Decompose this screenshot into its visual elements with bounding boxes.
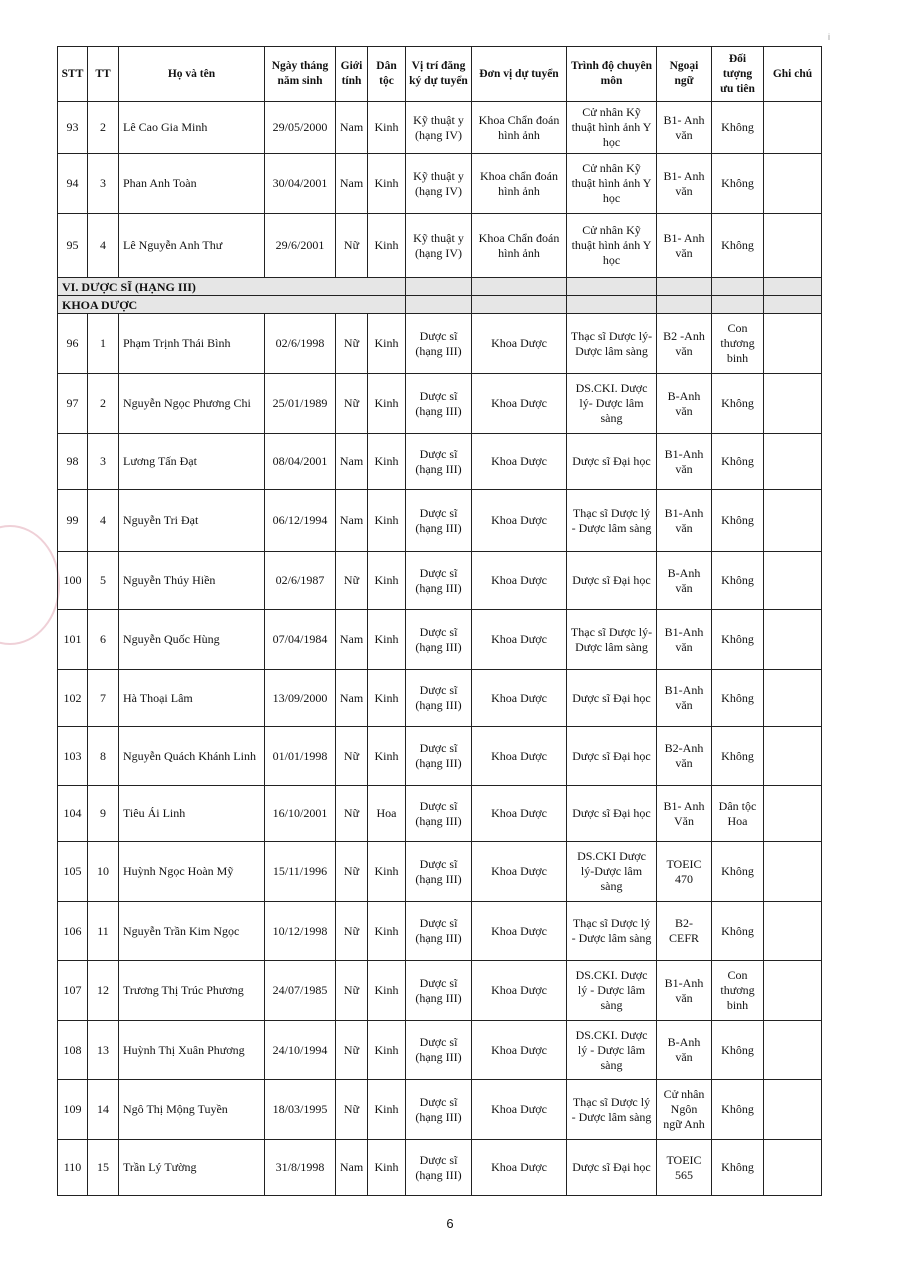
table-row bbox=[58, 727, 822, 786]
cell-gender: Nữ bbox=[336, 314, 368, 374]
cell-stt: 93 bbox=[58, 102, 88, 154]
cell-name: Lê Nguyễn Anh Thư bbox=[119, 214, 265, 278]
cell-dob: 06/12/1994 bbox=[265, 490, 336, 552]
cell-tt: 4 bbox=[88, 214, 119, 278]
cell-stt: 110 bbox=[58, 1140, 88, 1196]
cell-priority: Không bbox=[712, 154, 764, 214]
cell-position: Dược sĩ (hạng III) bbox=[406, 314, 472, 374]
table-row bbox=[58, 842, 822, 902]
cell-name: Lê Cao Gia Minh bbox=[119, 102, 265, 154]
cell-stt: 95 bbox=[58, 214, 88, 278]
cell-ethnicity: Kinh bbox=[368, 1021, 406, 1080]
cell-dob: 08/04/2001 bbox=[265, 434, 336, 490]
cell-gender: Nam bbox=[336, 434, 368, 490]
cell-language: B1- Anh văn bbox=[657, 102, 712, 154]
cell-name: Tiêu Ái Linh bbox=[119, 786, 265, 842]
cell-dob: 24/10/1994 bbox=[265, 1021, 336, 1080]
cell-tt: 8 bbox=[88, 727, 119, 786]
cell-note bbox=[764, 902, 822, 961]
cell-dob: 29/6/2001 bbox=[265, 214, 336, 278]
cell-position: Dược sĩ (hạng III) bbox=[406, 961, 472, 1021]
cell-ethnicity: Kinh bbox=[368, 102, 406, 154]
cell-unit: Khoa Dược bbox=[472, 902, 567, 961]
cell-note bbox=[764, 490, 822, 552]
cell-priority: Con thương binh bbox=[712, 961, 764, 1021]
cell-ethnicity: Kinh bbox=[368, 902, 406, 961]
cell-dob: 15/11/1996 bbox=[265, 842, 336, 902]
cell-language: B1-Anh văn bbox=[657, 490, 712, 552]
cell-priority: Không bbox=[712, 610, 764, 670]
cell-position: Dược sĩ (hạng III) bbox=[406, 1021, 472, 1080]
cell-dob: 29/05/2000 bbox=[265, 102, 336, 154]
subsection-row bbox=[58, 296, 822, 314]
cell-gender: Nữ bbox=[336, 902, 368, 961]
cell-ethnicity: Kinh bbox=[368, 610, 406, 670]
cell-priority: Không bbox=[712, 102, 764, 154]
header-stt: STT bbox=[58, 47, 88, 102]
cell-position: Dược sĩ (hạng III) bbox=[406, 670, 472, 727]
cell-priority: Không bbox=[712, 214, 764, 278]
table-row bbox=[58, 961, 822, 1021]
cell-gender: Nữ bbox=[336, 374, 368, 434]
cell-ethnicity: Kinh bbox=[368, 434, 406, 490]
cell-gender: Nam bbox=[336, 490, 368, 552]
cell-position: Dược sĩ (hạng III) bbox=[406, 842, 472, 902]
corner-mark: i bbox=[828, 32, 830, 42]
cell-ethnicity: Kinh bbox=[368, 490, 406, 552]
cell-note bbox=[764, 727, 822, 786]
table-row bbox=[58, 1140, 822, 1196]
cell-priority: Không bbox=[712, 1080, 764, 1140]
cell-unit: Khoa Dược bbox=[472, 490, 567, 552]
cell-dob: 02/6/1987 bbox=[265, 552, 336, 610]
cell-language: Cử nhân Ngôn ngữ Anh bbox=[657, 1080, 712, 1140]
cell-position: Dược sĩ (hạng III) bbox=[406, 727, 472, 786]
cell-tt: 2 bbox=[88, 102, 119, 154]
table-row bbox=[58, 102, 822, 154]
cell-priority: Không bbox=[712, 1021, 764, 1080]
cell-tt: 9 bbox=[88, 786, 119, 842]
cell-tt: 14 bbox=[88, 1080, 119, 1140]
cell-dob: 16/10/2001 bbox=[265, 786, 336, 842]
cell-dob: 25/01/1989 bbox=[265, 374, 336, 434]
cell-stt: 107 bbox=[58, 961, 88, 1021]
cell-language: B1- Anh Văn bbox=[657, 786, 712, 842]
header-position: Vị trí đăng ký dự tuyển bbox=[406, 47, 472, 102]
cell-gender: Nữ bbox=[336, 1080, 368, 1140]
red-stamp-watermark bbox=[0, 525, 60, 645]
cell-ethnicity: Kinh bbox=[368, 154, 406, 214]
cell-position: Dược sĩ (hạng III) bbox=[406, 374, 472, 434]
cell-position: Dược sĩ (hạng III) bbox=[406, 610, 472, 670]
cell-ethnicity: Kinh bbox=[368, 961, 406, 1021]
cell-tt: 10 bbox=[88, 842, 119, 902]
cell-note bbox=[764, 842, 822, 902]
cell-unit: Khoa Dược bbox=[472, 786, 567, 842]
cell-position: Dược sĩ (hạng III) bbox=[406, 490, 472, 552]
table-row bbox=[58, 610, 822, 670]
table-row bbox=[58, 154, 822, 214]
cell-language: B2-Anh văn bbox=[657, 727, 712, 786]
cell-unit: Khoa Dược bbox=[472, 374, 567, 434]
cell-tt: 15 bbox=[88, 1140, 119, 1196]
cell-unit: Khoa Dược bbox=[472, 1080, 567, 1140]
cell-gender: Nữ bbox=[336, 1021, 368, 1080]
cell-qualification: Dược sĩ Đại học bbox=[567, 670, 657, 727]
cell-language: B1-Anh văn bbox=[657, 434, 712, 490]
cell-priority: Không bbox=[712, 902, 764, 961]
header-qualification: Trình độ chuyên môn bbox=[567, 47, 657, 102]
cell-tt: 12 bbox=[88, 961, 119, 1021]
cell-language: B-Anh văn bbox=[657, 552, 712, 610]
cell-dob: 01/01/1998 bbox=[265, 727, 336, 786]
cell-name: Huỳnh Ngọc Hoàn Mỹ bbox=[119, 842, 265, 902]
table-row bbox=[58, 434, 822, 490]
table-row bbox=[58, 214, 822, 278]
cell-tt: 11 bbox=[88, 902, 119, 961]
cell-ethnicity: Kinh bbox=[368, 552, 406, 610]
cell-dob: 31/8/1998 bbox=[265, 1140, 336, 1196]
cell-name: Trần Lý Tường bbox=[119, 1140, 265, 1196]
cell-gender: Nữ bbox=[336, 842, 368, 902]
cell-tt: 7 bbox=[88, 670, 119, 727]
cell-name: Nguyễn Tri Đạt bbox=[119, 490, 265, 552]
cell-priority: Dân tộc Hoa bbox=[712, 786, 764, 842]
cell-unit: Khoa Dược bbox=[472, 670, 567, 727]
cell-stt: 103 bbox=[58, 727, 88, 786]
cell-qualification: Thạc sĩ Dược lý- Dược lâm sàng bbox=[567, 610, 657, 670]
cell-ethnicity: Kinh bbox=[368, 670, 406, 727]
cell-gender: Nam bbox=[336, 102, 368, 154]
cell-position: Kỹ thuật y (hạng IV) bbox=[406, 102, 472, 154]
cell-stt: 99 bbox=[58, 490, 88, 552]
cell-stt: 100 bbox=[58, 552, 88, 610]
cell-stt: 102 bbox=[58, 670, 88, 727]
cell-stt: 105 bbox=[58, 842, 88, 902]
cell-tt: 4 bbox=[88, 490, 119, 552]
cell-qualification: Cử nhân Kỹ thuật hình ảnh Y học bbox=[567, 102, 657, 154]
cell-name: Nguyễn Ngọc Phương Chi bbox=[119, 374, 265, 434]
cell-ethnicity: Hoa bbox=[368, 786, 406, 842]
cell-priority: Không bbox=[712, 490, 764, 552]
cell-unit: Khoa Dược bbox=[472, 610, 567, 670]
cell-position: Dược sĩ (hạng III) bbox=[406, 1080, 472, 1140]
cell-unit: Khoa Dược bbox=[472, 1140, 567, 1196]
cell-unit: Khoa chẩn đoán hình ảnh bbox=[472, 154, 567, 214]
cell-qualification: DS.CKI. Dược lý- Dược lâm sàng bbox=[567, 374, 657, 434]
cell-note bbox=[764, 670, 822, 727]
cell-qualification: DS.CKI Dược lý-Dược lâm sàng bbox=[567, 842, 657, 902]
cell-position: Dược sĩ (hạng III) bbox=[406, 902, 472, 961]
cell-ethnicity: Kinh bbox=[368, 374, 406, 434]
cell-language: B1-Anh văn bbox=[657, 610, 712, 670]
subsection-title: KHOA DƯỢC bbox=[58, 296, 406, 314]
cell-position: Kỹ thuật y (hạng IV) bbox=[406, 214, 472, 278]
cell-qualification: Thạc sĩ Dược lý - Dược lâm sàng bbox=[567, 490, 657, 552]
cell-qualification: Dược sĩ Đại học bbox=[567, 786, 657, 842]
cell-qualification: Dược sĩ Đại học bbox=[567, 1140, 657, 1196]
cell-gender: Nữ bbox=[336, 727, 368, 786]
cell-priority: Không bbox=[712, 552, 764, 610]
cell-dob: 07/04/1984 bbox=[265, 610, 336, 670]
cell-qualification: Dược sĩ Đại học bbox=[567, 552, 657, 610]
cell-stt: 108 bbox=[58, 1021, 88, 1080]
cell-unit: Khoa Chẩn đoán hình ảnh bbox=[472, 214, 567, 278]
cell-name: Nguyễn Thúy Hiền bbox=[119, 552, 265, 610]
cell-name: Phan Anh Toàn bbox=[119, 154, 265, 214]
cell-language: B2 -Anh văn bbox=[657, 314, 712, 374]
cell-gender: Nữ bbox=[336, 786, 368, 842]
cell-priority: Con thương binh bbox=[712, 314, 764, 374]
cell-tt: 3 bbox=[88, 154, 119, 214]
cell-position: Dược sĩ (hạng III) bbox=[406, 786, 472, 842]
header-tt: TT bbox=[88, 47, 119, 102]
candidate-table bbox=[57, 46, 822, 1196]
cell-ethnicity: Kinh bbox=[368, 214, 406, 278]
cell-dob: 13/09/2000 bbox=[265, 670, 336, 727]
cell-name: Ngô Thị Mộng Tuyền bbox=[119, 1080, 265, 1140]
cell-language: B2- CEFR bbox=[657, 902, 712, 961]
cell-position: Dược sĩ (hạng III) bbox=[406, 434, 472, 490]
cell-stt: 104 bbox=[58, 786, 88, 842]
section-row bbox=[58, 278, 822, 296]
cell-stt: 106 bbox=[58, 902, 88, 961]
cell-note bbox=[764, 102, 822, 154]
cell-tt: 1 bbox=[88, 314, 119, 374]
cell-unit: Khoa Dược bbox=[472, 314, 567, 374]
cell-name: Trương Thị Trúc Phương bbox=[119, 961, 265, 1021]
cell-priority: Không bbox=[712, 1140, 764, 1196]
cell-unit: Khoa Dược bbox=[472, 552, 567, 610]
cell-dob: 10/12/1998 bbox=[265, 902, 336, 961]
cell-note bbox=[764, 214, 822, 278]
table-row bbox=[58, 786, 822, 842]
table-row bbox=[58, 314, 822, 374]
page-number: 6 bbox=[446, 1216, 454, 1231]
cell-position: Dược sĩ (hạng III) bbox=[406, 1140, 472, 1196]
cell-language: B-Anh văn bbox=[657, 374, 712, 434]
cell-unit: Khoa Dược bbox=[472, 727, 567, 786]
cell-note bbox=[764, 314, 822, 374]
cell-name: Lương Tấn Đạt bbox=[119, 434, 265, 490]
cell-qualification: Cử nhân Kỹ thuật hình ảnh Y học bbox=[567, 154, 657, 214]
header-dob: Ngày tháng năm sinh bbox=[265, 47, 336, 102]
cell-language: B1-Anh văn bbox=[657, 670, 712, 727]
cell-dob: 30/04/2001 bbox=[265, 154, 336, 214]
cell-name: Nguyễn Quách Khánh Linh bbox=[119, 727, 265, 786]
cell-ethnicity: Kinh bbox=[368, 1080, 406, 1140]
cell-qualification: Dược sĩ Đại học bbox=[567, 434, 657, 490]
section-title: VI. DƯỢC SĨ (HẠNG III) bbox=[58, 278, 406, 296]
cell-priority: Không bbox=[712, 374, 764, 434]
cell-ethnicity: Kinh bbox=[368, 842, 406, 902]
cell-name: Hà Thoại Lâm bbox=[119, 670, 265, 727]
cell-qualification: Thạc sĩ Dược lý- Dược lâm sàng bbox=[567, 314, 657, 374]
cell-ethnicity: Kinh bbox=[368, 727, 406, 786]
table-row bbox=[58, 1080, 822, 1140]
cell-stt: 96 bbox=[58, 314, 88, 374]
cell-qualification: Cử nhân Kỹ thuật hình ảnh Y học bbox=[567, 214, 657, 278]
cell-position: Kỹ thuật y (hạng IV) bbox=[406, 154, 472, 214]
cell-note bbox=[764, 961, 822, 1021]
cell-unit: Khoa Dược bbox=[472, 842, 567, 902]
header-name: Họ và tên bbox=[119, 47, 265, 102]
cell-ethnicity: Kinh bbox=[368, 314, 406, 374]
cell-qualification: Dược sĩ Đại học bbox=[567, 727, 657, 786]
cell-tt: 5 bbox=[88, 552, 119, 610]
cell-name: Phạm Trịnh Thái Bình bbox=[119, 314, 265, 374]
header-gender: Giới tính bbox=[336, 47, 368, 102]
table-row bbox=[58, 490, 822, 552]
cell-dob: 24/07/1985 bbox=[265, 961, 336, 1021]
cell-priority: Không bbox=[712, 670, 764, 727]
cell-language: B-Anh văn bbox=[657, 1021, 712, 1080]
cell-stt: 109 bbox=[58, 1080, 88, 1140]
cell-note bbox=[764, 1140, 822, 1196]
cell-gender: Nam bbox=[336, 610, 368, 670]
table-row bbox=[58, 552, 822, 610]
cell-unit: Khoa Chẩn đoán hình ảnh bbox=[472, 102, 567, 154]
table-row bbox=[58, 1021, 822, 1080]
cell-note bbox=[764, 786, 822, 842]
cell-stt: 101 bbox=[58, 610, 88, 670]
cell-qualification: Thạc sĩ Dược lý - Dược lâm sàng bbox=[567, 902, 657, 961]
cell-gender: Nữ bbox=[336, 552, 368, 610]
header-language: Ngoại ngữ bbox=[657, 47, 712, 102]
cell-note bbox=[764, 1080, 822, 1140]
table-row bbox=[58, 670, 822, 727]
cell-gender: Nữ bbox=[336, 214, 368, 278]
cell-tt: 2 bbox=[88, 374, 119, 434]
cell-priority: Không bbox=[712, 842, 764, 902]
cell-unit: Khoa Dược bbox=[472, 1021, 567, 1080]
cell-qualification: DS.CKI. Dược lý - Dược lâm sàng bbox=[567, 961, 657, 1021]
cell-unit: Khoa Dược bbox=[472, 961, 567, 1021]
cell-language: B1-Anh văn bbox=[657, 961, 712, 1021]
cell-stt: 98 bbox=[58, 434, 88, 490]
header-ethnicity: Dân tộc bbox=[368, 47, 406, 102]
cell-note bbox=[764, 434, 822, 490]
cell-qualification: DS.CKI. Dược lý - Dược lâm sàng bbox=[567, 1021, 657, 1080]
cell-language: TOEIC 470 bbox=[657, 842, 712, 902]
cell-note bbox=[764, 154, 822, 214]
cell-dob: 02/6/1998 bbox=[265, 314, 336, 374]
cell-priority: Không bbox=[712, 727, 764, 786]
cell-note bbox=[764, 552, 822, 610]
cell-name: Huỳnh Thị Xuân Phương bbox=[119, 1021, 265, 1080]
cell-position: Dược sĩ (hạng III) bbox=[406, 552, 472, 610]
cell-gender: Nam bbox=[336, 670, 368, 727]
cell-note bbox=[764, 1021, 822, 1080]
cell-note bbox=[764, 610, 822, 670]
cell-stt: 94 bbox=[58, 154, 88, 214]
cell-unit: Khoa Dược bbox=[472, 434, 567, 490]
cell-language: B1- Anh văn bbox=[657, 154, 712, 214]
table-row bbox=[58, 902, 822, 961]
cell-qualification: Thạc sĩ Dược lý - Dược lâm sàng bbox=[567, 1080, 657, 1140]
cell-language: B1- Anh văn bbox=[657, 214, 712, 278]
cell-language: TOEIC 565 bbox=[657, 1140, 712, 1196]
cell-ethnicity: Kinh bbox=[368, 1140, 406, 1196]
cell-priority: Không bbox=[712, 434, 764, 490]
cell-gender: Nam bbox=[336, 154, 368, 214]
cell-name: Nguyễn Quốc Hùng bbox=[119, 610, 265, 670]
cell-tt: 3 bbox=[88, 434, 119, 490]
cell-note bbox=[764, 374, 822, 434]
cell-gender: Nữ bbox=[336, 961, 368, 1021]
cell-tt: 13 bbox=[88, 1021, 119, 1080]
header-unit: Đơn vị dự tuyển bbox=[472, 47, 567, 102]
cell-name: Nguyễn Trần Kim Ngọc bbox=[119, 902, 265, 961]
cell-gender: Nam bbox=[336, 1140, 368, 1196]
cell-dob: 18/03/1995 bbox=[265, 1080, 336, 1140]
cell-tt: 6 bbox=[88, 610, 119, 670]
table-row bbox=[58, 374, 822, 434]
table-header-row bbox=[58, 47, 822, 102]
header-priority: Đối tượng ưu tiên bbox=[712, 47, 764, 102]
cell-stt: 97 bbox=[58, 374, 88, 434]
header-note: Ghi chú bbox=[764, 47, 822, 102]
